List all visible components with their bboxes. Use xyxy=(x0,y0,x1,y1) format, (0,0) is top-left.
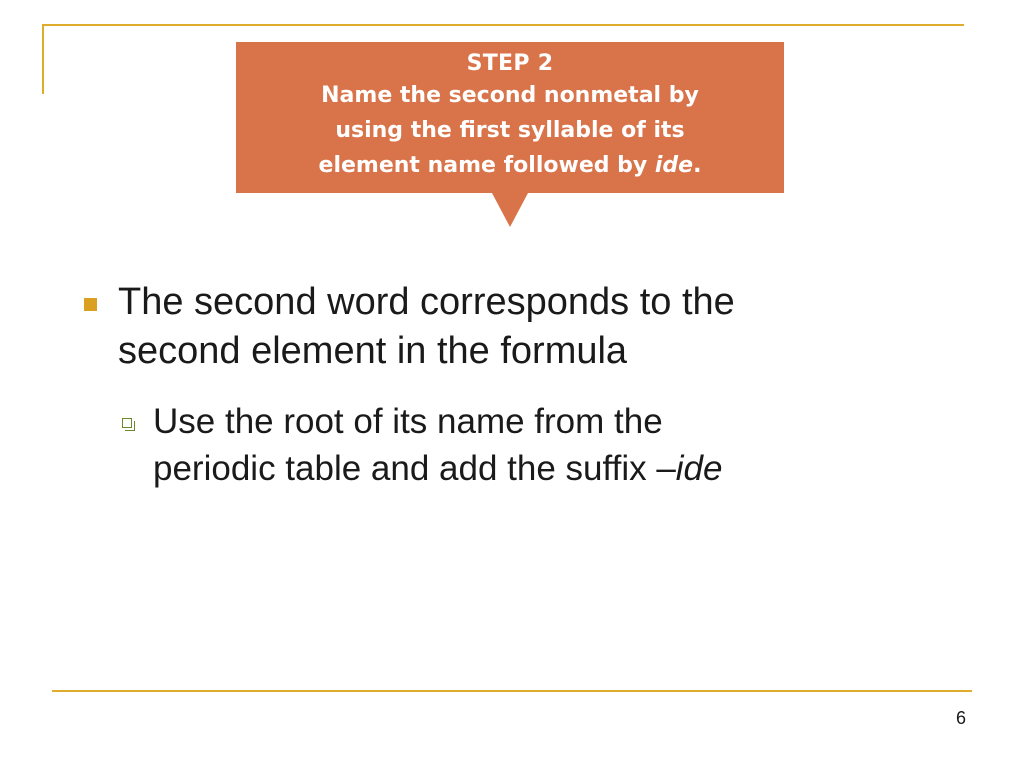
bullet-item-1 xyxy=(118,278,978,376)
callout-body xyxy=(236,78,784,183)
bullet-2-line-2: periodic table and add the suffix – xyxy=(153,449,676,488)
frame-top-rule xyxy=(42,24,964,26)
frame-left-rule xyxy=(42,24,44,94)
bullet-2-italic-suffix: ide xyxy=(675,449,723,488)
bullet-2-line-1: Use the root of its name from the xyxy=(153,402,663,441)
callout-line-3 xyxy=(236,148,784,183)
callout-period: . xyxy=(693,153,702,178)
callout-heading: STEP 2 xyxy=(466,51,554,76)
bullet-1-line-1: The second word corresponds to the xyxy=(118,281,735,323)
bullet-1-line-2: second element in the formula xyxy=(118,330,628,372)
callout-line-1: Name the second nonmetal by xyxy=(321,83,699,108)
callout-line-2: using the first syllable of its xyxy=(335,118,685,143)
square-bullet-icon xyxy=(84,298,97,311)
footer-rule xyxy=(52,690,972,692)
page-number: 6 xyxy=(955,708,966,728)
bullet-item-2 xyxy=(153,398,973,492)
callout-line-3-text: element name followed by xyxy=(318,153,655,178)
step-callout xyxy=(236,42,784,193)
callout-italic-suffix: ide xyxy=(654,153,694,178)
hollow-square-bullet-icon xyxy=(122,418,132,428)
callout-pointer-icon xyxy=(492,193,528,227)
